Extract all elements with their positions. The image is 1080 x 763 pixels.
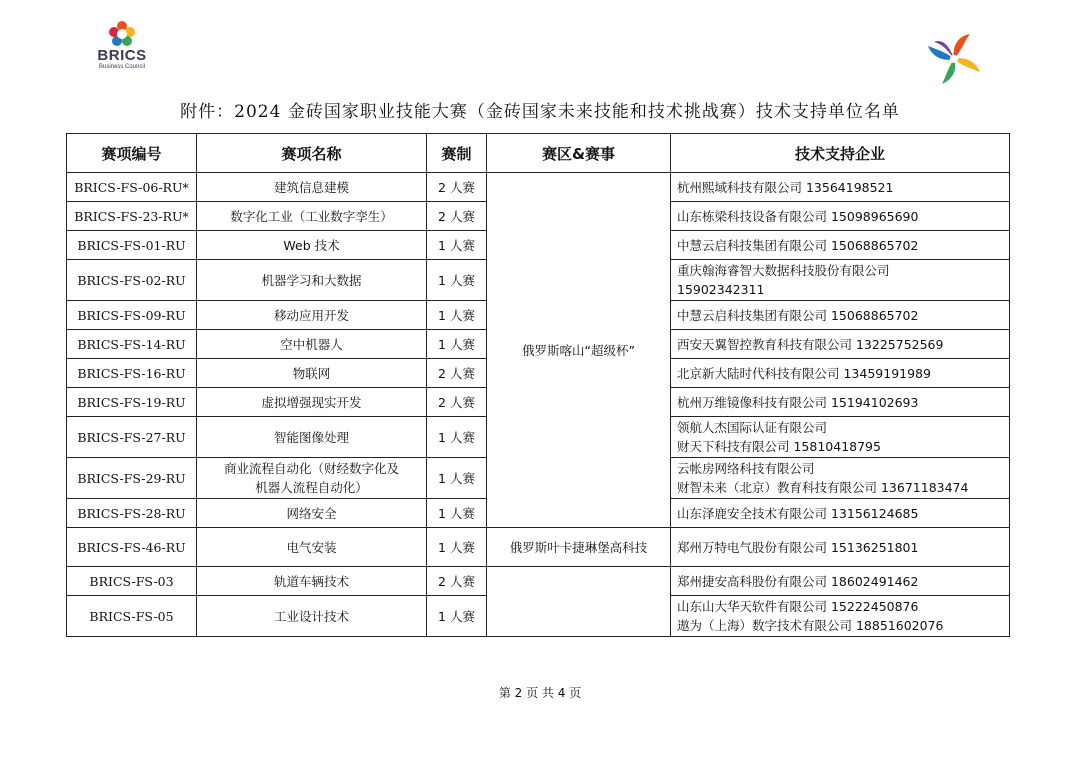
company-line: 山东泽鹿安全技术有限公司 13156124685	[677, 505, 919, 521]
company-line: 杭州熙域科技有限公司 13564198521	[677, 179, 894, 195]
brics-star-logo-icon	[108, 20, 136, 48]
cell-name: 数字化工业（工业数字孪生）	[197, 202, 427, 231]
table-row	[67, 528, 1010, 567]
cell-name	[197, 458, 427, 499]
cell-format: 1 人赛	[427, 596, 487, 637]
cell-company	[671, 596, 1010, 637]
cell-company	[671, 231, 1010, 260]
support-units-table	[66, 133, 1010, 637]
logo-brand-text: BRICS	[97, 47, 147, 64]
cell-code: BRICS-FS-05	[67, 596, 197, 637]
company-line: 杭州万维镜像科技有限公司 15194102693	[677, 394, 919, 410]
cell-format: 2 人赛	[427, 359, 487, 388]
company-line: 山东栋梁科技设备有限公司 15098965690	[677, 208, 919, 224]
cell-code: BRICS-FS-02-RU	[67, 260, 197, 301]
company-line: 云帐房网络科技有限公司	[677, 461, 815, 476]
cell-company	[671, 388, 1010, 417]
cell-code: BRICS-FS-46-RU	[67, 528, 197, 567]
cell-company	[671, 417, 1010, 458]
cell-company	[671, 567, 1010, 596]
cell-format: 1 人赛	[427, 330, 487, 359]
cell-code: BRICS-FS-27-RU	[67, 417, 197, 458]
cell-company	[671, 301, 1010, 330]
cell-name: 虚拟增强现实开发	[197, 388, 427, 417]
company-line: 遨为（上海）数字技术有限公司 18851602076	[677, 618, 944, 633]
company-line: 重庆翰海睿智大数据科技股份有限公司	[677, 263, 890, 278]
cell-format: 1 人赛	[427, 417, 487, 458]
cell-name: 机器学习和大数据	[197, 260, 427, 301]
cell-name: 智能图像处理	[197, 417, 427, 458]
table-row	[67, 567, 1010, 596]
table-header-row	[67, 134, 1010, 173]
company-line: 山东山大华天软件有限公司 15222450876	[677, 599, 919, 614]
cell-code: BRICS-FS-16-RU	[67, 359, 197, 388]
cell-format: 1 人赛	[427, 458, 487, 499]
cell-name: 工业设计技术	[197, 596, 427, 637]
cell-company	[671, 528, 1010, 567]
cell-format: 1 人赛	[427, 499, 487, 528]
cell-company	[671, 202, 1010, 231]
cell-company	[671, 458, 1010, 499]
cell-code: BRICS-FS-06-RU*	[67, 173, 197, 202]
cell-company	[671, 173, 1010, 202]
company-line: 财智未来（北京）教育科技有限公司 13671183474	[677, 480, 969, 495]
cell-code: BRICS-FS-29-RU	[67, 458, 197, 499]
cell-region-yekaterinburg: 俄罗斯叶卡捷琳堡高科技	[487, 528, 671, 567]
cell-company	[671, 499, 1010, 528]
cell-name: 移动应用开发	[197, 301, 427, 330]
cell-name: 网络安全	[197, 499, 427, 528]
cell-company	[671, 359, 1010, 388]
name-line: 机器人流程自动化）	[255, 480, 368, 495]
cell-format: 2 人赛	[427, 173, 487, 202]
company-line: 北京新大陆时代科技有限公司 13459191989	[677, 365, 931, 381]
cell-name: 电气安装	[197, 528, 427, 567]
cell-company	[671, 330, 1010, 359]
table-row	[67, 173, 1010, 202]
cell-code: BRICS-FS-14-RU	[67, 330, 197, 359]
cell-format: 1 人赛	[427, 260, 487, 301]
cell-format: 2 人赛	[427, 202, 487, 231]
cell-name: 空中机器人	[197, 330, 427, 359]
cell-company	[671, 260, 1010, 301]
cell-code: BRICS-FS-01-RU	[67, 231, 197, 260]
header-code: 赛项编号	[67, 134, 197, 173]
cell-name: Web 技术	[197, 231, 427, 260]
header-name: 赛项名称	[197, 134, 427, 173]
cell-code: BRICS-FS-09-RU	[67, 301, 197, 330]
cell-code: BRICS-FS-19-RU	[67, 388, 197, 417]
company-line: 领航人杰国际认证有限公司	[677, 420, 828, 435]
company-line: 财天下科技有限公司 15810418795	[677, 439, 881, 454]
company-line: 郑州万特电气股份有限公司 15136251801	[677, 539, 919, 555]
name-line: 商业流程自动化（财经数字化及	[223, 461, 399, 476]
logo-sub-text: Business Council	[98, 64, 146, 70]
page-footer: 第 2 页 共 4 页	[498, 686, 582, 700]
cell-code: BRICS-FS-28-RU	[67, 499, 197, 528]
header-format: 赛制	[427, 134, 487, 173]
cell-format: 2 人赛	[427, 388, 487, 417]
cell-format: 2 人赛	[427, 567, 487, 596]
cell-format: 1 人赛	[427, 528, 487, 567]
cell-code: BRICS-FS-03	[67, 567, 197, 596]
cell-name: 建筑信息建模	[197, 173, 427, 202]
header-company: 技术支持企业	[671, 134, 1010, 173]
cell-format: 1 人赛	[427, 301, 487, 330]
cell-region-kazan: 俄罗斯喀山“超级杯”	[487, 173, 671, 528]
cell-region-blank	[487, 567, 671, 637]
cell-name: 轨道车辆技术	[197, 567, 427, 596]
company-line: 中慧云启科技集团有限公司 15068865702	[677, 307, 919, 323]
brics-pinwheel-logo-icon	[922, 28, 986, 90]
brics-business-council-logo	[92, 20, 152, 88]
company-line: 15902342311	[677, 282, 765, 297]
company-line: 中慧云启科技集团有限公司 15068865702	[677, 237, 919, 253]
page-title: 附件：2024 金砖国家职业技能大赛（金砖国家未来技能和技术挑战赛）技术支持单位名单	[180, 102, 900, 122]
company-line: 郑州捷安高科股份有限公司 18602491462	[677, 573, 919, 589]
header-region: 赛区&赛事	[487, 134, 671, 173]
company-line: 西安天翼智控教育科技有限公司 13225752569	[677, 336, 944, 352]
cell-format: 1 人赛	[427, 231, 487, 260]
cell-code: BRICS-FS-23-RU*	[67, 202, 197, 231]
cell-name: 物联网	[197, 359, 427, 388]
